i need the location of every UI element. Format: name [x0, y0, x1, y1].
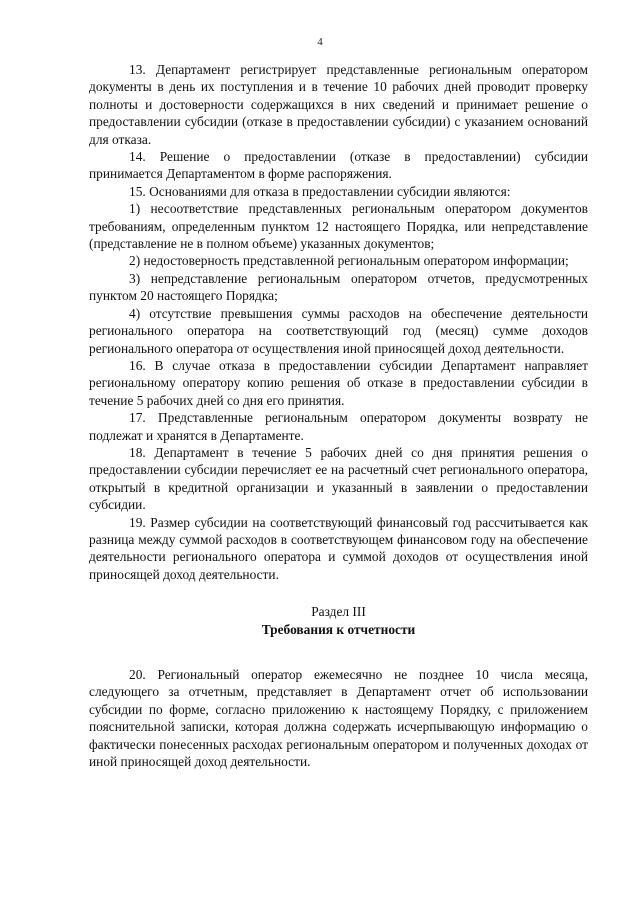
paragraph-16: 16. В случае отказа в предоставлении субсидии Департамент направляет региональному оператору копию решения об отказе в предоставлении субсидии в течение 5 рабочих дней со дня его принятия. [89, 357, 588, 408]
section-gap [89, 638, 588, 666]
section-title: Требования к отчетности [261, 621, 416, 637]
paragraph-15: 15. Основаниями для отказа в предоставлении субсидии являются: [129, 183, 511, 199]
list-item-4: 4) отсутствие превышения суммы расходов на обеспечение деятельности регионального оператора на соответствующий год (месяц) сумме доходов регионального оператора от осуществления иной приносящей доход деятельности. [89, 305, 588, 356]
page-number: 4 [317, 36, 323, 48]
paragraph-19: 19. Размер субсидии на соответствующий финансовый год рассчитывается как разница между суммой расходов в соответствующем финансовом году на обеспечение деятельности регионального оператора и суммой доходов от осуществления иной приносящей доход деятельности. [89, 514, 588, 582]
paragraph-18: 18. Департамент в течение 5 рабочих дней со дня принятия решения о предоставлении субсидии перечисляет ее на расчетный счет регионального оператора, открытый в кредитной организации и указанный в заявлении о предоставлении субсидии. [89, 444, 588, 513]
paragraph-20: 20. Региональный оператор ежемесячно не позднее 10 числа месяца, следующего за отчетным, представляет в Департамент отчет об использовании субсидии по форме, согласно приложению к настоящему Порядку, с приложением пояснительной записки, которая должна содержать исчерпывающую информацию о фактически понесенных расходах региональным оператором и полученных доходах от иной приносящей доход деятельности. [89, 667, 588, 770]
list-item-1: 1) несоответствие представленных региональным оператором документов требованиям, определенным пунктом 12 настоящего Порядка, или непредставление (представление не в полном объеме) указанных документов; [89, 201, 588, 252]
paragraph-14: 14. Решение о предоставлении (отказе в предоставлении) субсидии принимается Департаментом в форме распоряжения. [89, 149, 588, 182]
paragraph-13: 13. Департамент регистрирует представленные региональным оператором документы в день их поступления и в течение 10 рабочих дней проводит проверку полноты и достоверности содержащихся в них сведений и принимает решение о предоставлении субсидии (отказе в предоставлении субсидии) с указанием оснований для отказа. [89, 62, 588, 147]
section-number: Раздел III [311, 604, 366, 620]
list-item-3: 3) непредставление региональным оператором отчетов, предусмотренных пунктом 20 настоящего Порядка; [89, 270, 588, 304]
paragraph-17: 17. Представленные региональным оператором документы возврату не подлежат и хранятся в Департаменте. [89, 410, 588, 443]
list-item-2: 2) недостоверность представленной региональным оператором информации; [129, 253, 569, 269]
document-body [89, 61, 588, 770]
section-heading [89, 603, 588, 638]
